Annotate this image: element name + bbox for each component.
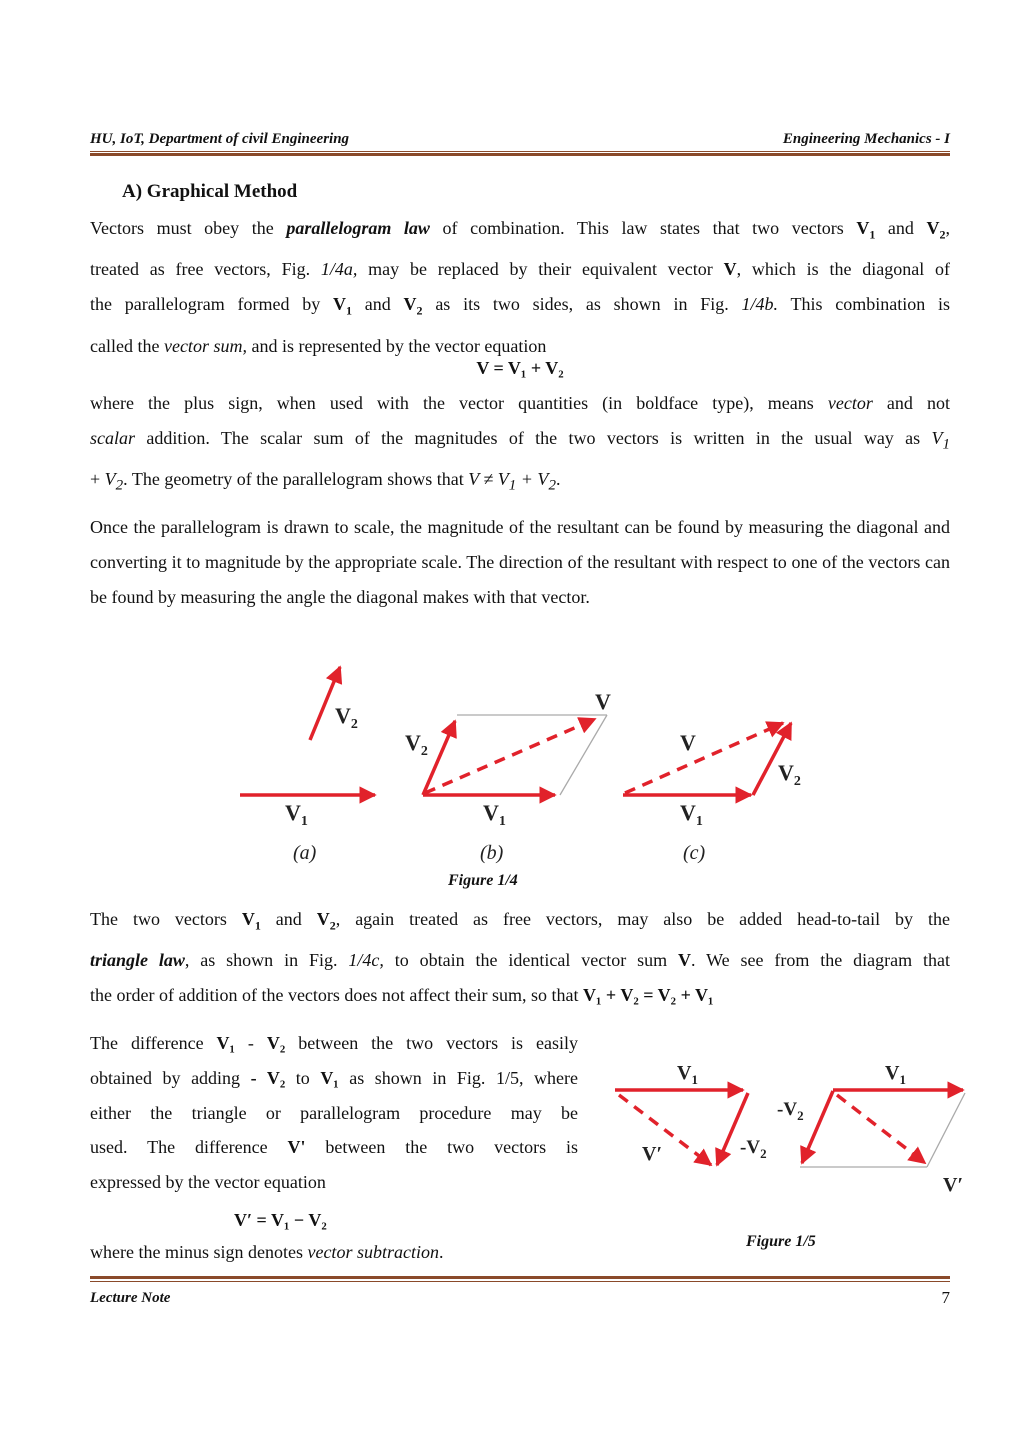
svg-text:V1: $V_1$: [285, 800, 308, 829]
figure-1-5-triangle: [615, 1062, 767, 1165]
header-department: HU, IoT, Department of civil Engineering: [90, 131, 350, 147]
figure-1-5-parallelogram: [777, 1062, 965, 1195]
svg-text:V′: V′: [642, 1143, 663, 1165]
svg-text:V1: $V_1$: [680, 800, 703, 829]
svg-text:V: V: [595, 689, 611, 714]
svg-text:V1: $V_1$: [677, 1062, 698, 1087]
paragraph-subtraction-note: where the minus sign denotes vector subtraction.: [90, 1242, 444, 1262]
svg-text:(b): (b): [480, 842, 504, 864]
figure-1-5-caption: Figure 1/5: [746, 1233, 816, 1250]
svg-text:-V2: $-V_2$: [777, 1099, 804, 1123]
footer-label: Lecture Note: [90, 1290, 171, 1306]
page-number: 7: [941, 1288, 950, 1307]
header-course: Engineering Mechanics - I: [782, 131, 950, 147]
footer-rule: [90, 1276, 950, 1282]
equation-vector-sum: V = V₁ + V₂: [476, 358, 564, 378]
paragraph-triangle-law: The two vectors $V_1$ and $V_2$, again treated as free vectors, may also be added head-to-tail by the triangle law, as shown in Fig. 1/4c, to obtain the identical vector sum V. We see from the diagram that the order of addition of the vectors does not affect their sum, so that V₁ + V₂ = V₂ + V₁: [90, 909, 951, 1006]
figure-1-4a: [240, 667, 375, 864]
svg-text:V′: V′: [943, 1174, 964, 1195]
header-rule: [90, 151, 950, 157]
svg-text:V2: $V_2$: [778, 760, 801, 789]
figure-1-5: [605, 1055, 975, 1195]
section-heading: A) Graphical Method: [122, 181, 298, 202]
paragraph-resultant-measurement: Once the parallelogram is drawn to scale, the magnitude of the resultant can be found by measuring the diagonal and converting it to magnitude by the appropriate scale. The direction of the resultant with respect to one of the vectors can be found by measuring the angle the diagonal makes with that vector.: [90, 517, 950, 607]
page-header: [90, 131, 950, 151]
figure-1-4c: [623, 723, 801, 864]
svg-text:V1: $V_1$: [483, 800, 506, 829]
svg-text:(a): (a): [293, 842, 317, 864]
paragraph-scalar-sum: where the plus sign, when used with the vector quantities (in boldface type), means vector and not scalar addition. The scalar sum of the magnitudes of the two vectors is written in the usual way as $V_1$ + $V_2$. The geometry of the parallelogram shows that $V \ne V_1 + V_2$.: [90, 393, 950, 494]
svg-text:V1: $V_1$: [885, 1062, 906, 1087]
figure-1-4b: [405, 689, 611, 864]
svg-text:V2: $V_2$: [335, 703, 358, 732]
figure-1-4: [225, 655, 815, 870]
paragraph-parallelogram-law: Vectors must obey the parallelogram law of combination. This law states that two vectors $V_1$ and $V_2$, treated as free vectors, Fig. 1/4a, may be replaced by their equivalent vector V, which is the diagonal of the parallelogram formed by $V_1$ and $V_2$ as its two sides, as shown in Fig. 1/4b. This combination is called the vector sum, and is represented by the vector equation: [90, 218, 951, 356]
svg-text:-V2: $-V_2$: [740, 1137, 767, 1161]
paragraph-vector-difference: The difference V₁ - V₂ between the two vectors is easily obtained by adding - V₂ to V₁ as shown in Fig. 1/5, where either the triangle or parallelogram procedure may be used. The difference V' between the two vectors is expressed by the vector equation: [90, 1033, 578, 1193]
svg-text:V: V: [680, 730, 696, 755]
svg-text:(c): (c): [683, 842, 706, 864]
equation-vector-difference: V′ = V₁ − V₂: [234, 1210, 327, 1230]
figure-1-4-caption: Figure 1/4: [448, 872, 518, 889]
svg-text:V2: $V_2$: [405, 730, 428, 759]
